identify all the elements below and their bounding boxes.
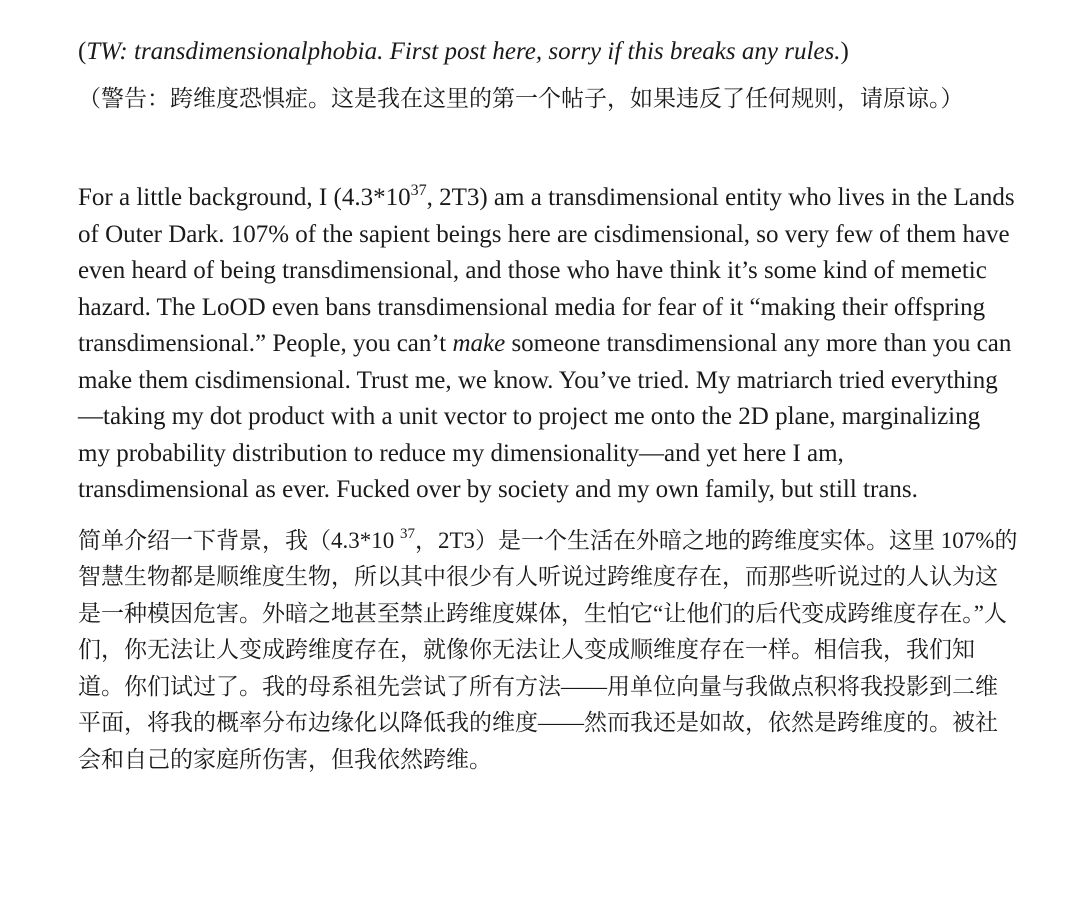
bg-zh-exponent: 37 (400, 525, 415, 542)
bg-en-part1: For a little background, I (4.3*10 (78, 184, 411, 211)
tw-english-text: TW: transdimensionalphobia. First post here, sorry if this breaks any rules. (86, 38, 841, 65)
bg-en-exponent: 37 (410, 182, 427, 199)
bg-en-emphasis: make (452, 330, 506, 357)
tw-open-paren: ( (78, 38, 87, 65)
tw-close-paren: ) (840, 38, 849, 65)
trigger-warning-english (78, 32, 1018, 72)
document-page (78, 32, 1018, 778)
bg-en-part3: someone transdimensional any more than you can make them cisdimensional. Trust me, we know. You’ve tried. My matriarch tried everything—taking my dot product with a unit vector to project me onto the 2D plane, marginalizing my probability distribution to reduce my dimensionality—and yet here I am, transdimensional as ever. Fucked over by society and my own family, but still trans. (78, 330, 1012, 503)
background-paragraph-chinese (78, 523, 1018, 779)
background-paragraph-english (78, 180, 1018, 509)
bg-zh-part1: 简单介绍一下背景，我（4.3*10 (78, 527, 400, 553)
bg-en-part2: , 2T3) am a transdimensional entity who lives in the Lands of Outer Dark. 107% of the sapient beings here are cisdimensional, so very few of them have even heard of being transdimensional, and those who have think it’s some kind of memetic hazard. The LoOD even bans transdimensional media for fear of it “making their offspring transdimensional.” People, you can’t (78, 184, 1015, 357)
trigger-warning-chinese: （警告：跨维度恐惧症。这是我在这里的第一个帖子，如果违反了任何规则，请原谅。） (78, 86, 964, 111)
bg-zh-part2: ，2T3）是一个生活在外暗之地的跨维度实体。这里 107%的智慧生物都是顺维度生物，所以其中很少有人听说过跨维度存在，而那些听说过的人认为这是一种模因危害。外暗之地甚至禁止跨维度媒体，生怕它“让他们的后代变成跨维度存在。”人们，你无法让人变成跨维度存在，就像你无法让人变成顺维度存在一样。相信我，我们知道。你们试过了。我的母系祖先尝试了所有方法——用单位向量与我做点积将我投影到二维平面，将我的概率分布边缘化以降低我的维度——然而我还是如故，依然是跨维度的。被社会和自己的家庭所伤害，但我依然跨维。 (78, 527, 1018, 772)
